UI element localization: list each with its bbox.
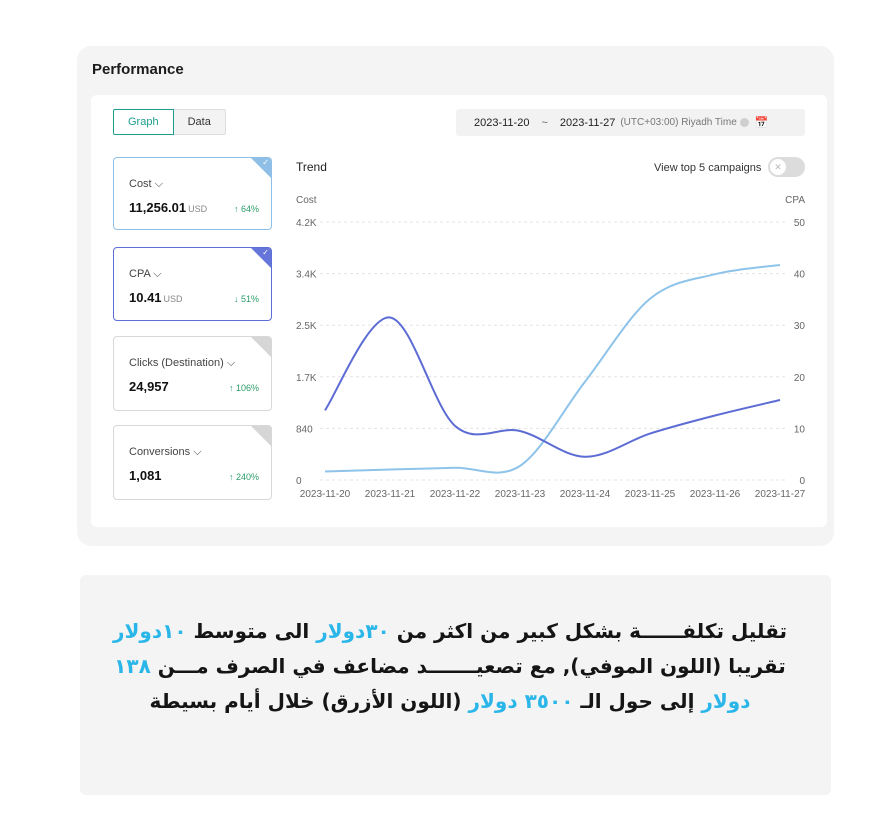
metric-change: ↑ 64%: [233, 204, 259, 214]
metric-value: 24,957: [129, 379, 169, 394]
y-right-axis-label: CPA: [785, 195, 805, 206]
y-left-tick-label: 0: [296, 476, 302, 487]
note-text: [100, 614, 800, 719]
y-left-tick-label: 840: [296, 424, 313, 436]
metric-value: 1,081: [129, 468, 162, 483]
chevron-down-icon: ⌵: [153, 268, 162, 280]
note-fragment: (اللون الأزرق) خلال أيام بسيطة: [149, 689, 469, 713]
chevron-down-icon: ⌵: [226, 357, 236, 369]
x-tick-label: 2023-11-24: [559, 489, 611, 500]
y-right-tick-label: 50: [793, 218, 805, 229]
x-tick-label: 2023-11-27: [754, 489, 806, 500]
panel-title: Performance: [92, 61, 184, 78]
series-line-cpa: [325, 317, 780, 456]
metric-label: Conversions: [129, 446, 191, 458]
metric-change: ↑ 106%: [228, 383, 259, 393]
timezone-label: (UTC+03:00) Riyadh Time: [620, 117, 737, 128]
top-campaigns-label: View top 5 campaigns: [654, 162, 762, 174]
tab-data[interactable]: Data: [174, 109, 226, 135]
x-tick-label: 2023-11-23: [494, 489, 546, 500]
x-tick-label: 2023-11-26: [689, 489, 741, 500]
chart-title: Trend: [296, 160, 327, 174]
x-tick-label: 2023-11-22: [429, 489, 481, 500]
date-start: 2023-11-20: [474, 116, 530, 129]
y-right-tick-label: 40: [793, 269, 805, 281]
series-line-cost: [325, 265, 780, 473]
chevron-down-icon: ⌵: [154, 178, 164, 190]
metric-label: Clicks (Destination): [129, 357, 224, 369]
close-icon: ✕: [770, 159, 786, 175]
note-fragment: تقليل تكلفــــــة بشكل كبير من اكثر من: [389, 619, 787, 643]
note-highlight: ١٣٨ دولار: [114, 654, 751, 713]
y-right-tick-label: 20: [793, 372, 805, 384]
metric-value: 11,256.01: [129, 200, 187, 215]
note-highlight: ١٠دولار: [113, 619, 187, 643]
metric-change: ↓ 51%: [233, 294, 259, 304]
x-tick-label: 2023-11-20: [299, 489, 351, 500]
note-fragment: تقريبا (اللون الموفي), مع تصعيـــــــد مضاعف في الصرف مـــن: [150, 654, 786, 678]
note-fragment: إلى حول الـ: [573, 689, 702, 713]
metric-label: Cost: [129, 178, 152, 190]
y-left-tick-label: 1.7K: [296, 372, 317, 384]
metric-change: ↑ 240%: [228, 472, 259, 482]
tab-graph[interactable]: Graph: [113, 109, 174, 135]
check-icon: ✓: [262, 248, 269, 257]
note-highlight: ٣٠دولار: [316, 619, 390, 643]
x-tick-label: 2023-11-21: [364, 489, 416, 500]
x-tick-label: 2023-11-25: [624, 489, 676, 500]
date-separator: ~: [541, 116, 548, 129]
date-end: 2023-11-27: [559, 116, 616, 129]
metric-unit: USD: [163, 294, 183, 304]
y-right-tick-label: 30: [793, 321, 805, 333]
y-right-tick-label: 10: [793, 424, 805, 436]
calendar-icon[interactable]: 📅: [754, 117, 769, 129]
check-icon: ✓: [262, 158, 269, 167]
y-right-tick-label: 0: [799, 476, 805, 487]
metric-unit: USD: [188, 204, 208, 214]
note-fragment: الى متوسط: [186, 619, 317, 643]
metric-label: CPA: [129, 268, 151, 280]
y-left-tick-label: 3.4K: [296, 269, 317, 281]
y-left-tick-label: 4.2K: [296, 218, 317, 229]
y-left-tick-label: 2.5K: [296, 321, 317, 333]
metric-value: 10.41: [129, 290, 162, 305]
note-highlight: ٣٥٠٠ دولار: [468, 689, 574, 713]
chevron-down-icon: ⌵: [193, 446, 202, 458]
y-left-axis-label: Cost: [296, 195, 317, 206]
